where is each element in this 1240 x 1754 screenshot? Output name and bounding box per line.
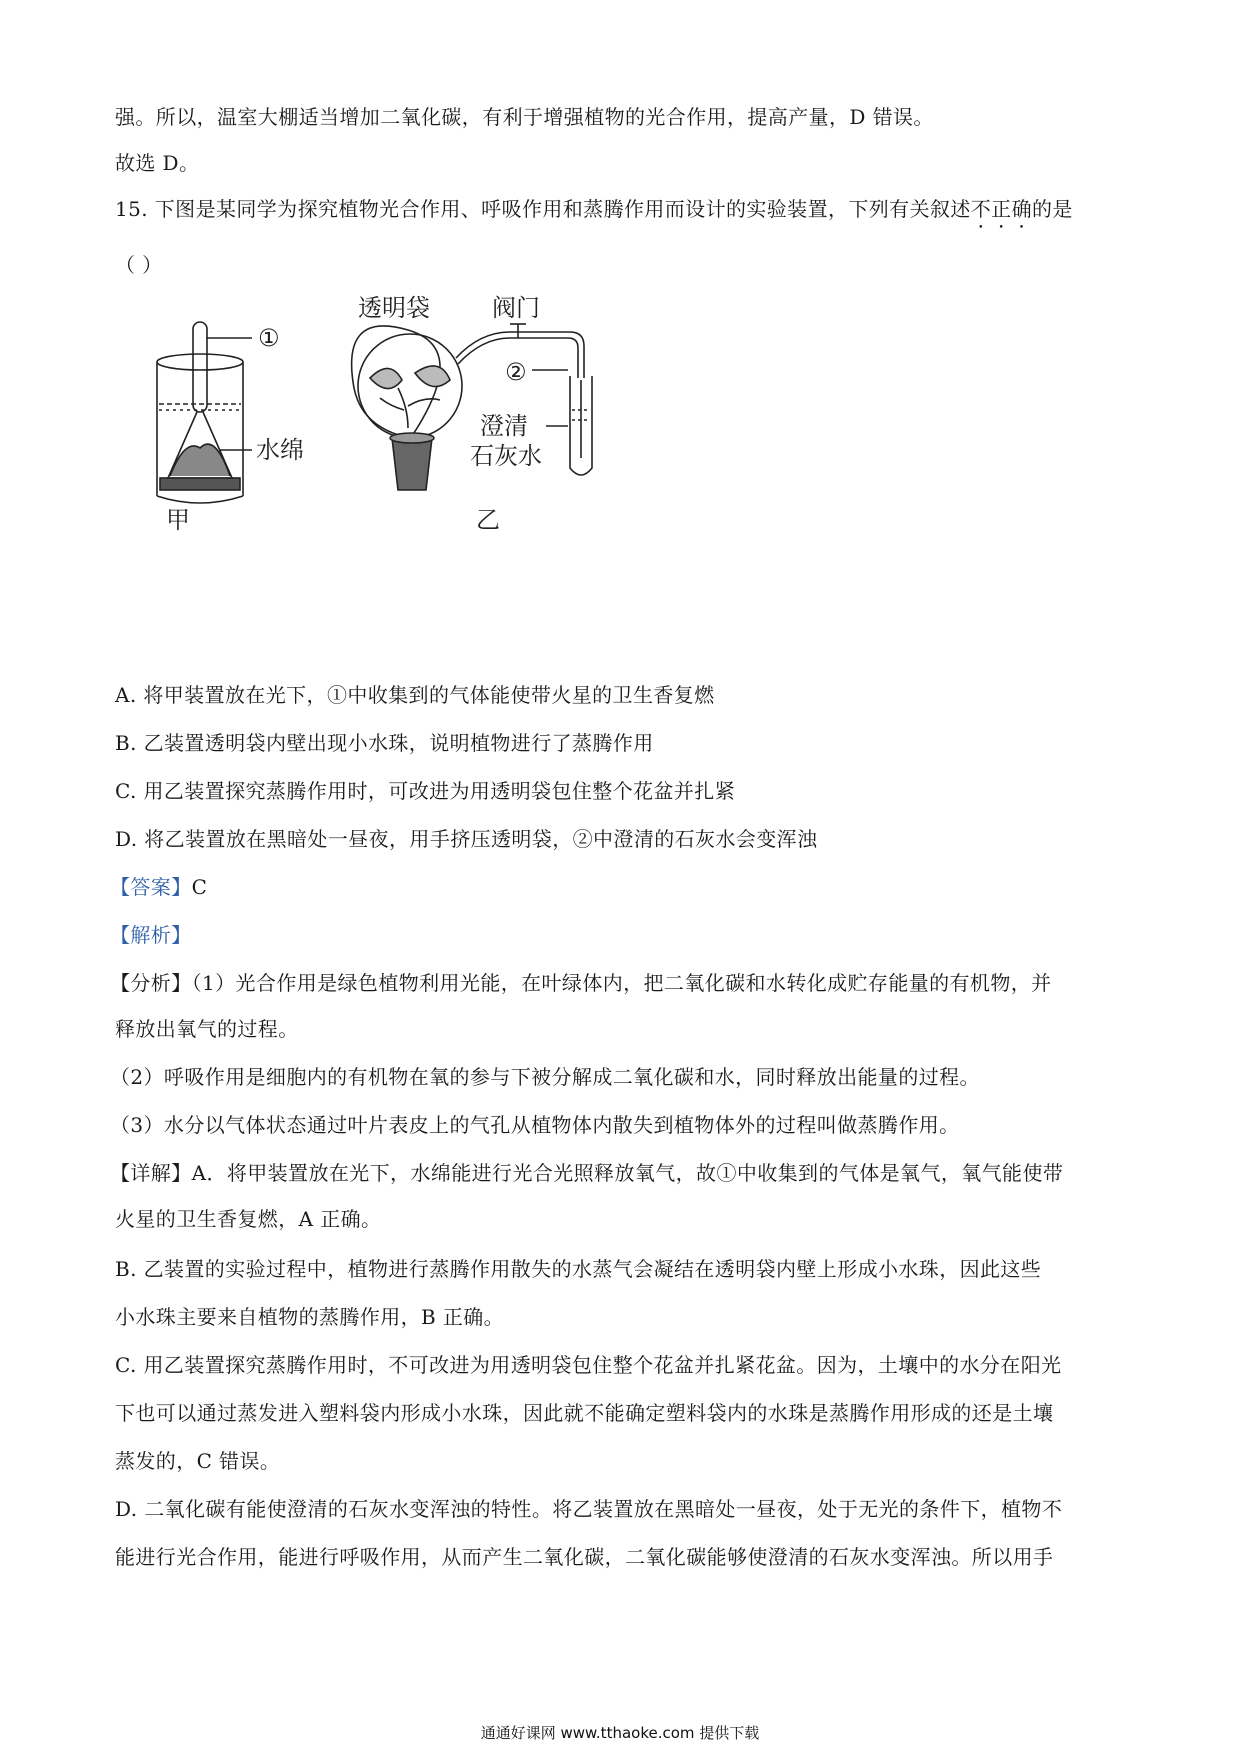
detail-line: 蒸发的，C 错误。 xyxy=(115,1449,281,1473)
label-valve: 阀门 xyxy=(492,294,540,322)
label-bag: 透明袋 xyxy=(358,294,430,322)
detail-line: 小水珠主要来自植物的蒸腾作用，B 正确。 xyxy=(115,1305,505,1329)
analysis-line: （3）水分以气体状态通过叶片表皮上的气孔从植物体内散失到植物体外的过程叫做蒸腾作用。 xyxy=(110,1113,960,1137)
detail-line: 能进行光合作用，能进行呼吸作用，从而产生二氧化碳，二氧化碳能够使澄清的石灰水变浑浊。所以用手 xyxy=(115,1545,1054,1569)
xiangjie-tag: 【详解】 xyxy=(110,1161,192,1185)
answer-value: C xyxy=(191,875,208,899)
option-a: A. 将甲装置放在光下，①中收集到的气体能使带火星的卫生香复燃 xyxy=(115,683,715,707)
detail-line: B. 乙装置的实验过程中，植物进行蒸腾作用散失的水蒸气会凝结在透明袋内壁上形成小水珠，因此这些 xyxy=(115,1257,1042,1281)
label-circle-2: ② xyxy=(505,358,527,386)
analysis-tag: 【解析】 xyxy=(110,923,192,947)
label-chengqing: 澄清 xyxy=(480,412,528,440)
answer-blank: （ ） xyxy=(115,253,163,277)
answer-tag: 【答案】 xyxy=(110,875,192,899)
fenxi-tag: 【分析】 xyxy=(110,971,192,995)
apparatus-jia xyxy=(157,322,252,503)
answer-line xyxy=(110,874,207,900)
text-line: 强。所以，温室大棚适当增加二氧化碳，有利于增强植物的光合作用，提高产量，D 错误。 xyxy=(115,105,934,129)
emphasis-char: 正 xyxy=(991,197,1012,221)
page-footer: 通通好课网 www.tthaoke.com 提供下载 xyxy=(480,1724,760,1742)
option-d: D. 将乙装置放在黑暗处一昼夜，用手挤压透明袋，②中澄清的石灰水会变浑浊 xyxy=(115,827,818,851)
question-15-stem xyxy=(115,196,1073,222)
fenxi-text: （1）光合作用是绿色植物利用光能，在叶绿体内，把二氧化碳和水转化成贮存能量的有机物，并 xyxy=(191,971,1052,995)
detail-line xyxy=(110,1160,1063,1186)
label-shihuishui: 石灰水 xyxy=(470,442,542,470)
detail-a: A．将甲装置放在光下，水绵能进行光合光照释放氧气，故①中收集到的气体是氧气，氧气能使带 xyxy=(191,1161,1064,1185)
label-shuimian: 水绵 xyxy=(256,436,304,464)
detail-line: 下也可以通过蒸发进入塑料袋内形成小水珠，因此就不能确定塑料袋内的水珠是蒸腾作用形成的还是土壤 xyxy=(115,1401,1054,1425)
analysis-line: （2）呼吸作用是细胞内的有机物在氧的参与下被分解成二氧化碳和水，同时释放出能量的过程。 xyxy=(110,1065,980,1089)
detail-line: C. 用乙装置探究蒸腾作用时，不可改进为用透明袋包住整个花盆并扎紧花盆。因为，土壤中的水分在阳光 xyxy=(115,1353,1062,1377)
analysis-line xyxy=(110,970,1052,996)
emphasis-char: 确 xyxy=(1011,197,1032,221)
detail-line: D. 二氧化碳有能使澄清的石灰水变浑浊的特性。将乙装置放在黑暗处一昼夜，处于无光的条件下，植物不 xyxy=(115,1497,1063,1521)
detail-line: 火星的卫生香复燃，A 正确。 xyxy=(115,1207,382,1231)
analysis-line: 释放出氧气的过程。 xyxy=(115,1017,299,1041)
label-yi: 乙 xyxy=(476,506,500,534)
option-c: C. 用乙装置探究蒸腾作用时，可改进为用透明袋包住整个花盆并扎紧 xyxy=(115,779,736,803)
experiment-figure xyxy=(140,294,700,598)
emphasis-char: 不 xyxy=(970,197,992,221)
option-b: B. 乙装置透明袋内壁出现小水珠，说明植物进行了蒸腾作用 xyxy=(115,731,654,755)
label-jia: 甲 xyxy=(166,506,190,534)
text-line: 故选 D。 xyxy=(115,151,200,175)
question-15-suffix: 的是 xyxy=(1031,197,1073,221)
label-circle-1: ① xyxy=(258,324,280,352)
question-15-prefix: 15. 下图是某同学为探究植物光合作用、呼吸作用和蒸腾作用而设计的实验装置，下列有关叙述 xyxy=(115,197,971,221)
